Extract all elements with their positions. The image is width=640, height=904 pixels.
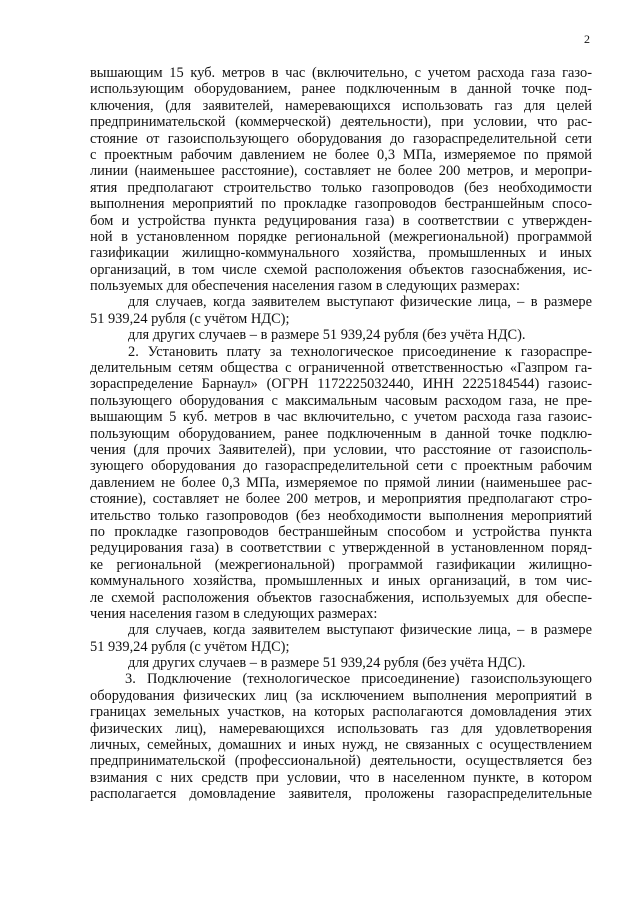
text-line: организаций, в том числе схемой расположения объектов газоснабжения, ис- <box>90 261 592 278</box>
text-line: бом и устройства пункта редуцирования газа) в соответствии с утвержден- <box>90 212 592 229</box>
text-line: ятия предполагают строительство только газопроводов (без необходимости <box>90 179 592 196</box>
text-line: границах земельных участков, на которых располагаются домовладения этих <box>90 704 592 721</box>
text-line: вышающим 5 куб. метров в час включительно, с учетом расхода газа газоис- <box>90 409 592 426</box>
text-line: для других случаев – в размере 51 939,24 рубля (без учёта НДС). <box>128 655 526 672</box>
text-line: ке региональной (межрегиональной) программой газификации жилищно- <box>90 556 592 573</box>
text-line: выполнения мероприятий по прокладке газопроводов бестраншейным спосо- <box>90 196 592 213</box>
text-line: ле схемой расположения объектов газоснабжения, используемых для обеспе- <box>90 589 592 606</box>
text-line: личных, семейных, домашних и иных нужд, не связанных с осуществлением <box>90 737 592 754</box>
text-line: 51 939,24 рубля (с учётом НДС); <box>90 638 290 655</box>
text-line: ключения, (для заявителей, намеревающихся использовать газ для целей <box>90 97 592 114</box>
text-line: оборудования физических лиц (за исключением выполнения мероприятий в <box>90 687 592 704</box>
text-line: зующего оборудования до газораспределительной сети с проектным рабочим <box>90 458 592 475</box>
text-line: использующим оборудованием, ранее подключенным в данной точке под- <box>90 81 592 98</box>
text-line: вышающим 15 куб. метров в час (включительно, с учетом расхода газа газо- <box>90 65 592 81</box>
text-line: чения населения газом в следующих размерах: <box>90 605 378 622</box>
text-line: пользующего оборудования с максимальным часовым расходом газа, не пре- <box>90 392 592 409</box>
text-line: коммунального хозяйства, промышленных и иных организаций, в том чис- <box>90 573 592 590</box>
text-line: с проектным рабочим давлением не более 0,3 МПа, измеряемое по прямой <box>90 146 592 163</box>
text-line: для случаев, когда заявителем выступают физические лица, – в размере <box>128 294 592 311</box>
text-line: 2. Установить плату за технологическое присоединение к газораспре- <box>128 343 592 360</box>
text-line: взимания с них средств при условии, что в населенном пункте, в котором <box>90 769 592 786</box>
text-line: физических лиц), намеревающихся использовать газ для удовлетворения <box>90 720 592 737</box>
text-line: стояние от газоиспользующего оборудования до газораспределительной сети <box>90 130 592 147</box>
text-line: ительство только газопроводов (без необходимости выполнения мероприятий <box>90 507 592 524</box>
text-line: пользующим оборудованием, ранее подключенным в данной точке подклю- <box>90 425 592 442</box>
text-line: давлением не более 0,3 МПа, измеряемое по прямой линии (наименьшее рас- <box>90 474 592 491</box>
text-line: предпринимательской (коммерческой) деятельности), при условии, что рас- <box>90 114 592 131</box>
text-line: для случаев, когда заявителем выступают физические лица, – в размере <box>128 622 592 639</box>
text-line: предпринимательской (профессиональной) деятельности, осуществляется без <box>90 753 592 770</box>
text-line: по прокладке газопроводов бестраншейным способом и устройства пункта <box>90 523 592 540</box>
text-line: зораспределение Барнаул» (ОГРН 1172225032440, ИНН 2225184544) газоис- <box>90 376 592 393</box>
text-line: располагается домовладение заявителя, проложены газораспределительные <box>90 786 592 803</box>
text-line: чения (для прочих Заявителей), при условии, что расстояние от газоисполь- <box>90 441 592 458</box>
text-line: газификации жилищно-коммунального хозяйства, промышленных и иных <box>90 245 592 262</box>
text-line: пользуемых для обеспечения населения газом в следующих размерах: <box>90 278 521 295</box>
text-line: 51 939,24 рубля (с учётом НДС); <box>90 310 290 327</box>
text-line: для других случаев – в размере 51 939,24 рубля (без учёта НДС). <box>128 327 526 344</box>
text-line: линии (наименьшее расстояние), составляет не более 200 метров, и меропри- <box>90 163 592 180</box>
text-line: редуцирования газа) в соответствии с утвержденной в установленном поряд- <box>90 540 592 557</box>
text-line: ной в установленном порядке региональной (межрегиональной) программой <box>90 228 592 245</box>
body-text <box>90 65 592 803</box>
text-line: делительным сетям общества с ограниченной ответственностью «Газпром га- <box>90 360 592 377</box>
text-line: стояние), составляет не более 200 метров, и мероприятия предполагают стро- <box>90 491 592 508</box>
text-line: 3. Подключение (технологическое присоединение) газоиспользующего <box>125 671 592 688</box>
page-number: 2 <box>584 32 590 46</box>
